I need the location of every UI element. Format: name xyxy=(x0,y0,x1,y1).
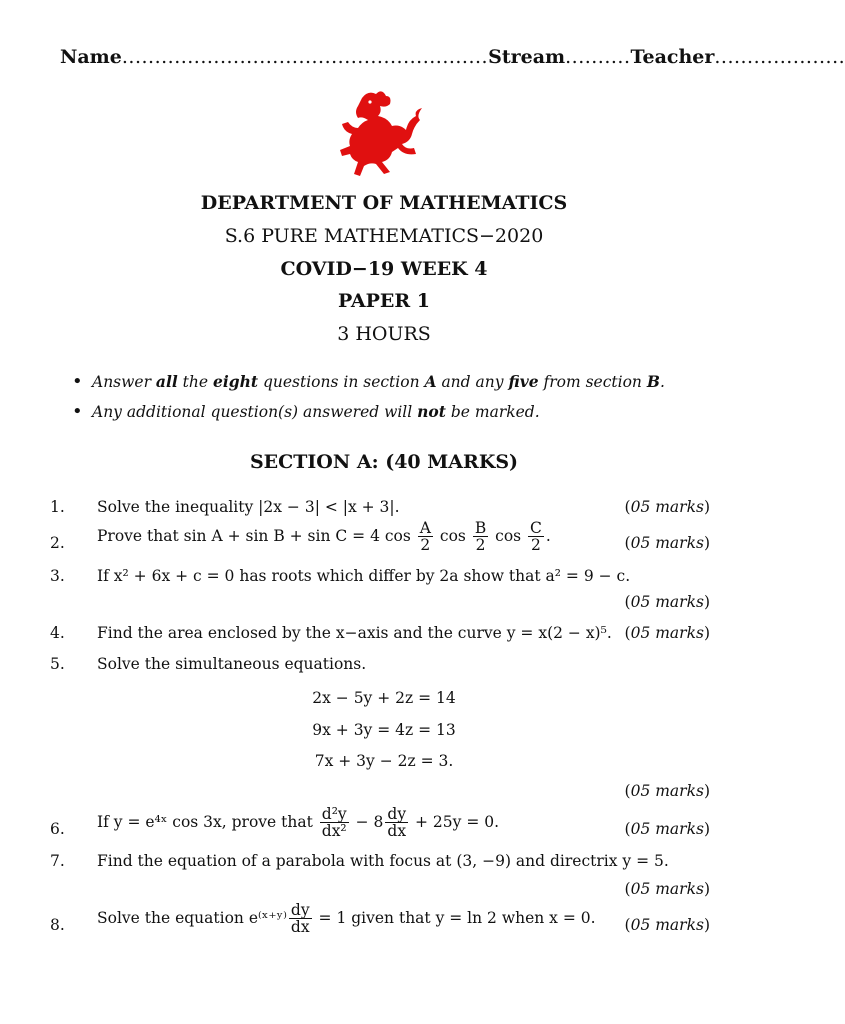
equation-3: 7x + 3y − 2z = 3. xyxy=(314,752,454,770)
question-number: 2. xyxy=(50,534,65,552)
name-blank: ........................................................ xyxy=(121,46,489,68)
marks-label: (05 marks) xyxy=(624,916,710,934)
question-number: 8. xyxy=(50,916,65,934)
paper-title: PAPER 1 xyxy=(337,290,431,312)
name-label: Name xyxy=(60,46,122,68)
question-text: Solve the inequality |2x − 3| < |x + 3|. xyxy=(97,498,400,516)
equation-1: 2x − 5y + 2z = 14 xyxy=(312,689,456,707)
question-text: If y = e⁴ˣ cos 3x, prove that $\frac{\text{d²y}}{\text{dx²}}$ − 8 $\frac{dy}{dx}$ + 25y = 0. xyxy=(97,805,500,841)
instruction-2: • Any additional question(s) answered will not be marked. xyxy=(70,402,730,432)
section-a-heading: SECTION A: (40 MARKS) xyxy=(249,451,519,473)
fraction-a-over-2: $\frac{A}{2}$ xyxy=(419,519,431,555)
marks-label: (05 marks) xyxy=(624,534,710,552)
fraction-c-over-2: $\frac{C}{2}$ xyxy=(530,519,542,555)
question-text: Solve the simultaneous equations. xyxy=(97,655,367,673)
teacher-label: Teacher xyxy=(630,46,715,68)
question-number: 6. xyxy=(50,820,65,838)
red-lion-crest-icon xyxy=(340,88,430,172)
question-text: Find the area enclosed by the x−axis and the curve y = x(2 − x)⁵. xyxy=(97,624,612,642)
question-number: 5. xyxy=(50,655,65,673)
question-text: Find the equation of a parabola with focus at (3, −9) and directrix y = 5. xyxy=(97,852,669,870)
fraction-b-over-2: $\frac{B}{2}$ xyxy=(474,519,487,555)
equation-2: 9x + 3y = 4z = 13 xyxy=(312,721,456,739)
marks-label: (05 marks) xyxy=(624,820,710,838)
duration: 3 HOURS xyxy=(337,323,431,345)
question-text: Prove that sin A + sin B + sin C = 4 cos $\frac{A}{2}$ cos $\frac{B}{2}$ cos $\frac{C}{2}$ . xyxy=(97,519,551,555)
question-number: 3. xyxy=(50,567,65,585)
week-title: COVID−19 WEEK 4 xyxy=(280,258,488,280)
fraction-d2y-dx2: $\frac{\text{d²y}}{\text{dx²}}$ xyxy=(321,805,347,841)
instruction-1: • Answer all the eight questions in section A and any five from section B. xyxy=(70,372,730,402)
subject-title: S.6 PURE MATHEMATICS−2020 xyxy=(224,225,544,247)
question-number: 4. xyxy=(50,624,65,642)
marks-label: (05 marks) xyxy=(624,880,710,898)
stream-blank: .......... xyxy=(565,46,631,68)
marks-label: (05 marks) xyxy=(624,782,710,800)
question-number: 7. xyxy=(50,852,65,870)
question-number: 1. xyxy=(50,498,65,516)
marks-label: (05 marks) xyxy=(624,593,710,611)
stream-label: Stream xyxy=(488,46,566,68)
teacher-blank: .................... xyxy=(714,46,845,68)
fraction-dy-dx: $\frac{dy}{dx}$ xyxy=(387,805,407,841)
marks-label: (05 marks) xyxy=(624,498,710,516)
department-title: DEPARTMENT OF MATHEMATICS xyxy=(200,192,568,214)
instructions xyxy=(70,372,730,432)
question-text: If x² + 6x + c = 0 has roots which differ by 2a show that a² = 9 − c. xyxy=(97,567,631,585)
fraction-dy-dx: $\frac{dy}{dx}$ xyxy=(290,901,310,937)
student-details-line xyxy=(60,46,845,68)
marks-label: (05 marks) xyxy=(624,624,710,642)
question-text: Solve the equation e⁽ˣ⁺ʸ⁾ $\frac{dy}{dx}$ = 1 given that y = ln 2 when x = 0. xyxy=(97,901,596,937)
